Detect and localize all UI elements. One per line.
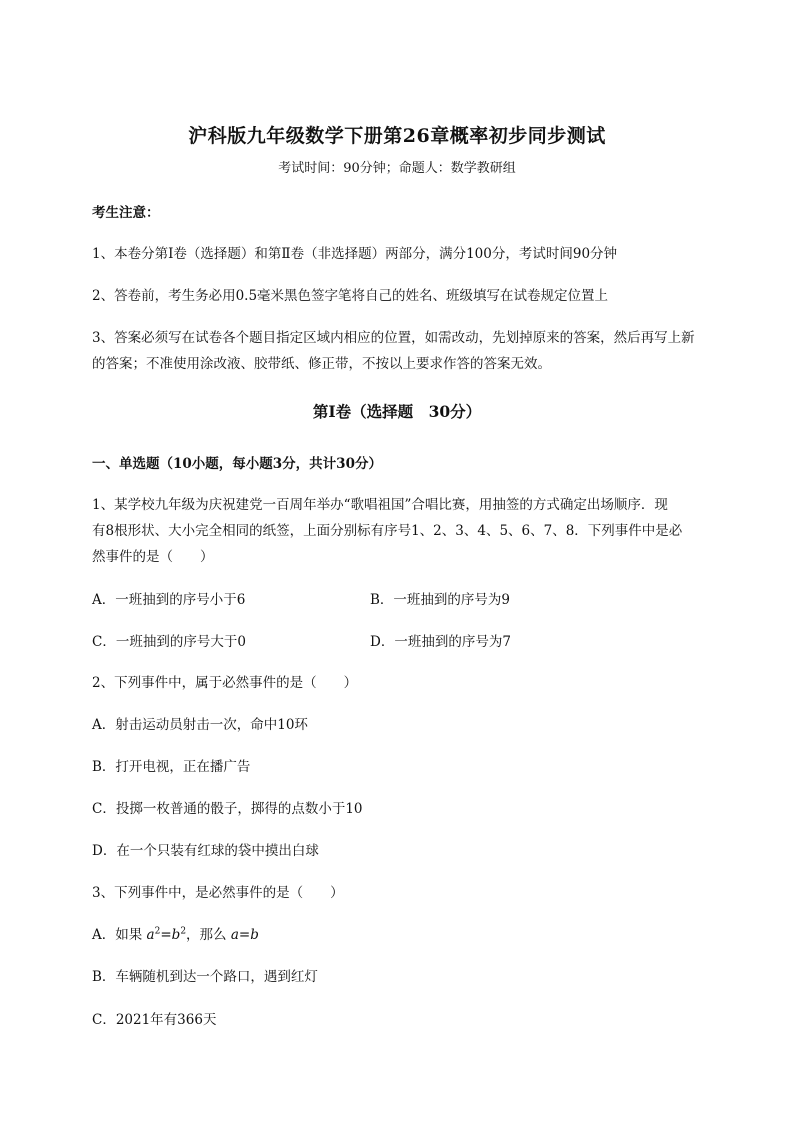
question-3-stem: 3、下列事件中，是必然事件的是（ ） bbox=[92, 885, 344, 901]
question-1-option-d: D．一班抽到的序号为7 bbox=[370, 634, 511, 650]
math-var: b bbox=[250, 927, 259, 943]
math-var: a bbox=[230, 927, 239, 943]
math-equals: = bbox=[160, 927, 172, 943]
part-heading: 一、单选题（10小题，每小题3分，共计30分） bbox=[92, 456, 382, 472]
option-a-mid: ，那么 bbox=[186, 927, 227, 943]
option-a-prefix: A．如果 bbox=[92, 927, 143, 943]
question-1-stem: 然事件的是（ ） bbox=[92, 549, 214, 565]
notice-item: 2、答卷前，考生务必用0.5毫米黑色签字笔将自己的姓名、班级填写在试卷规定位置上 bbox=[92, 288, 609, 304]
question-3-option-c: C．2021年有366天 bbox=[92, 1012, 217, 1028]
notice-heading: 考生注意： bbox=[92, 205, 160, 221]
question-2-option-d: D．在一个只装有红球的袋中摸出白球 bbox=[92, 843, 319, 859]
question-3-option-b: B．车辆随机到达一个路口，遇到红灯 bbox=[92, 969, 318, 985]
math-var: a bbox=[146, 927, 155, 943]
math-exponent: 2 bbox=[154, 926, 161, 937]
question-1-stem: 有8根形状、大小完全相同的纸签，上面分别标有序号1、2、3、4、5、6、7、8．下列事件中是必 bbox=[92, 523, 683, 539]
question-1-option-c: C．一班抽到的序号大于0 bbox=[92, 634, 246, 650]
question-1-option-b: B．一班抽到的序号为9 bbox=[370, 592, 511, 608]
question-2-option-a: A．射击运动员射击一次，命中10环 bbox=[92, 717, 308, 733]
question-3-option-a bbox=[92, 923, 259, 943]
section-title: 第I卷（选择题 30分） bbox=[312, 402, 482, 421]
page-title: 沪科版九年级数学下册第26章概率初步同步测试 bbox=[188, 125, 606, 147]
question-1-option-a: A．一班抽到的序号小于6 bbox=[92, 592, 246, 608]
question-2-option-c: C．投掷一枚普通的骰子，掷得的点数小于10 bbox=[92, 801, 363, 817]
question-1-stem: 1、某学校九年级为庆祝建党一百周年举办“歌唱祖国”合唱比赛，用抽签的方式确定出场顺序．现 bbox=[92, 497, 668, 513]
notice-item-continued: 的答案；不准使用涂改液、胶带纸、修正带，不按以上要求作答的答案无效。 bbox=[92, 356, 551, 372]
math-equals: = bbox=[238, 927, 251, 943]
question-2-stem: 2、下列事件中，属于必然事件的是（ ） bbox=[92, 675, 358, 691]
notice-item: 1、本卷分第I卷（选择题）和第Ⅱ卷（非选择题）两部分，满分100分，考试时间90分钟 bbox=[92, 246, 618, 262]
question-2-option-b: B．打开电视，正在播广告 bbox=[92, 759, 251, 775]
exam-info: 考试时间：90分钟；命题人：数学教研组 bbox=[278, 161, 516, 176]
math-exponent: 2 bbox=[180, 926, 187, 937]
math-var: b bbox=[171, 927, 181, 943]
notice-item: 3、答案必须写在试卷各个题目指定区域内相应的位置，如需改动，先划掉原来的答案，然后再写上新 bbox=[92, 330, 695, 346]
